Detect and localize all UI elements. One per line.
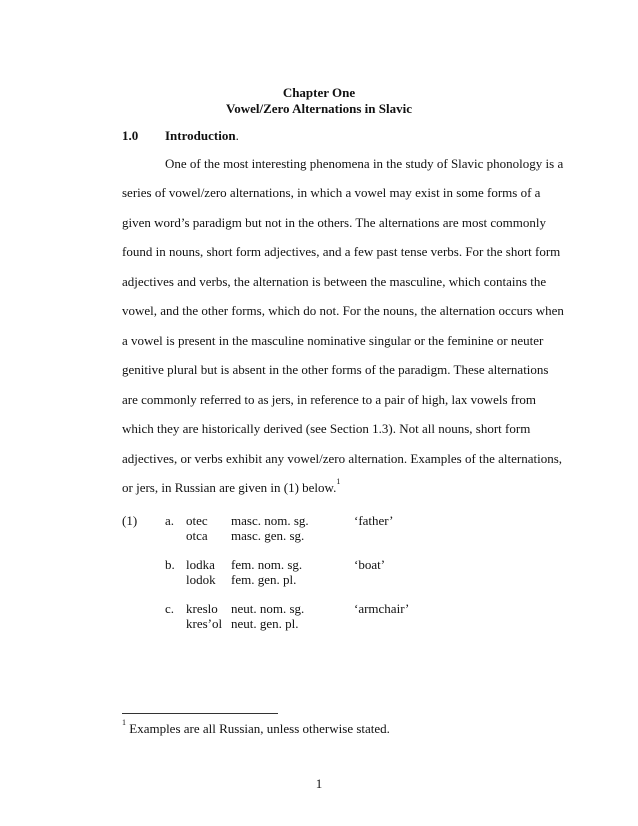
example-word: otca [186,528,208,543]
paragraph-line: or jers, in Russian are given in (1) below. [122,480,337,495]
example-gloss: neut. gen. pl. [231,616,299,631]
example-gloss: fem. gen. pl. [231,572,297,587]
example-word: kreslo [186,601,218,616]
paragraph-line: One of the most interesting phenomena in the study of Slavic phonology is a [165,156,564,171]
example-word: kres’ol [186,616,223,631]
example-word: otec [186,513,208,528]
chapter-title: Chapter One [282,85,356,100]
example-translation: ‘armchair’ [354,601,410,616]
example-word: lodok [186,572,216,587]
section-title-text: Introduction [165,128,236,143]
footnote-divider [122,713,278,714]
example-gloss: neut. nom. sg. [231,601,305,616]
paragraph-line: which they are historically derived (see Section 1.3). Not all nouns, short form [122,421,531,436]
footnote-text: Examples are all Russian, unless otherwise stated. [126,721,390,736]
example-gloss: fem. nom. sg. [231,557,303,572]
footnote-reference: 1 [336,477,341,486]
paragraph-line: adjectives and verbs, the alternation is between the masculine, which contains the [122,274,547,289]
example-item-letter: a. [165,513,175,528]
paragraph-line: series of vowel/zero alternations, in which a vowel may exist in some forms of a [122,185,541,200]
paragraph-line: adjectives, or verbs exhibit any vowel/zero alternation. Examples of the alternations, [122,451,563,466]
section-title [165,128,239,144]
example-translation: ‘father’ [354,513,394,528]
section-title-punct: . [235,128,239,143]
paragraph-line: genitive plural but is absent in the other forms of the paradigm. These alternations [122,362,549,377]
example-number: (1) [122,513,138,528]
paragraph-last-line [122,477,341,496]
page-number: 1 [315,776,323,791]
paragraph-line: given word’s paradigm but not in the others. The alternations are most commonly [122,215,546,230]
paragraph-line: a vowel is present in the masculine nominative singular or the feminine or neuter [122,333,544,348]
example-item-letter: b. [165,557,175,572]
footnote [122,718,390,737]
section-number: 1.0 [122,128,139,143]
chapter-subtitle: Vowel/Zero Alternations in Slavic [226,101,412,116]
paragraph-line: found in nouns, short form adjectives, and a few past tense verbs. For the short form [122,244,561,259]
example-gloss: masc. nom. sg. [231,513,309,528]
footnote-marker: 1 [122,718,126,727]
example-item-letter: c. [165,601,175,616]
example-translation: ‘boat’ [354,557,386,572]
example-word: lodka [186,557,215,572]
paragraph-line: are commonly referred to as jers, in reference to a pair of high, lax vowels from [122,392,537,407]
example-gloss: masc. gen. sg. [231,528,305,543]
paragraph-line: vowel, and the other forms, which do not. For the nouns, the alternation occurs when [122,303,564,318]
